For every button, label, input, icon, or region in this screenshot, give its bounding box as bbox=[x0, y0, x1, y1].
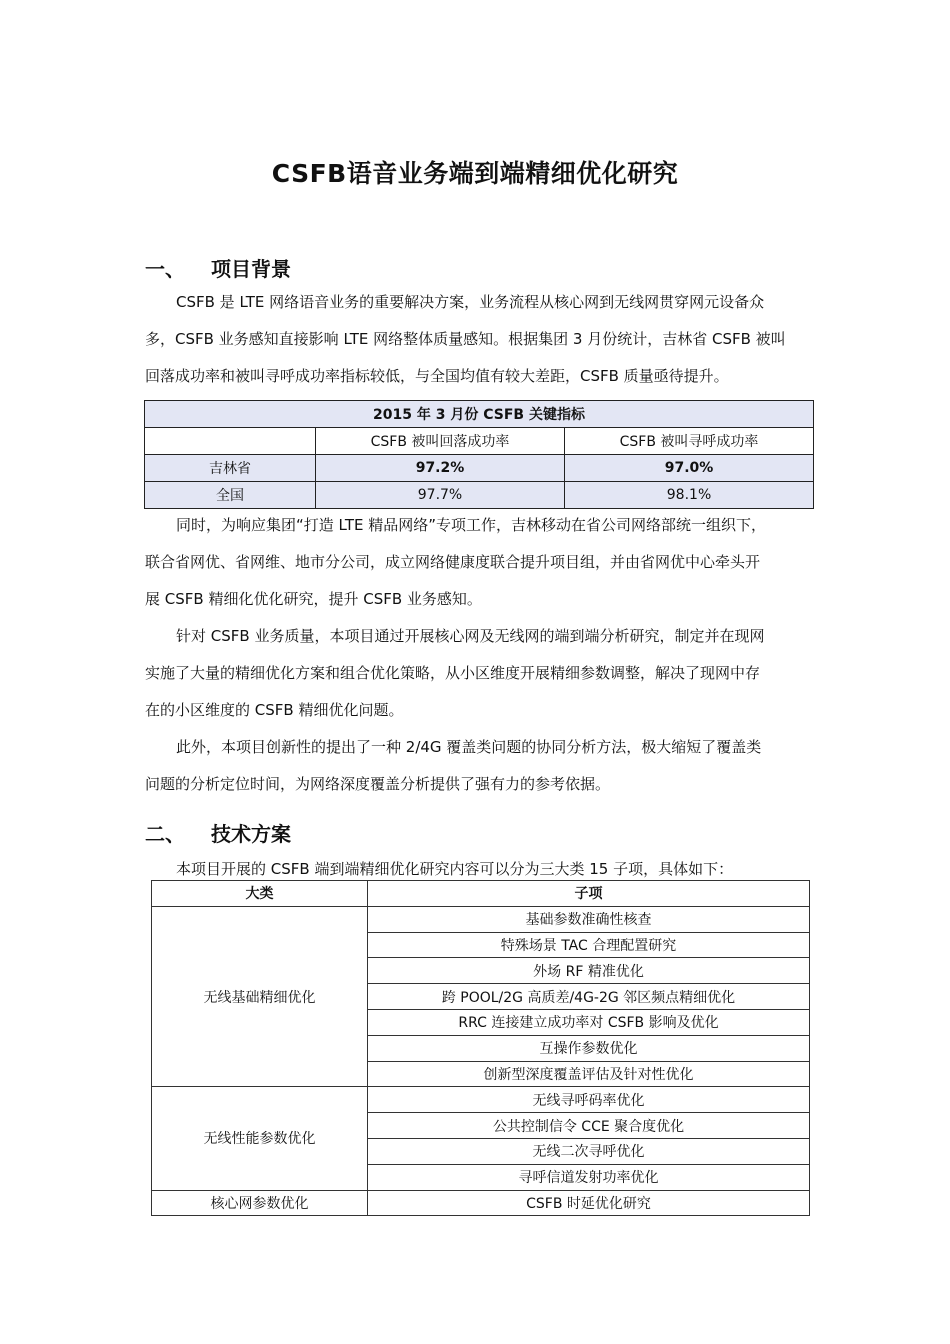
section-title: 项目背景 bbox=[211, 257, 291, 281]
section-number: 二、 bbox=[145, 822, 185, 846]
section-number: 一、 bbox=[145, 257, 185, 281]
kpi-header-cell bbox=[145, 428, 316, 455]
scheme-item-cell: 公共控制信令 CCE 聚合度优化 bbox=[368, 1113, 810, 1139]
paragraph-background bbox=[145, 284, 813, 395]
scheme-item-cell: 跨 POOL/2G 高质差/4G-2G 邻区频点精细优化 bbox=[368, 984, 810, 1010]
paragraph-line: 此外，本项目创新性的提出了一种 2/4G 覆盖类问题的协同分析方法，极大缩短了覆盖类 bbox=[176, 738, 762, 756]
scheme-item-cell: 创新型深度覆盖评估及针对性优化 bbox=[368, 1061, 810, 1087]
paragraph-line: 问题的分析定位时间，为网络深度覆盖分析提供了强有力的参考依据。 bbox=[145, 775, 611, 793]
scheme-category-cell: 无线性能参数优化 bbox=[152, 1087, 368, 1190]
scheme-item-cell: 基础参数准确性核查 bbox=[368, 906, 810, 932]
kpi-region-cell: 全国 bbox=[145, 482, 316, 509]
scheme-item-cell: 特殊场景 TAC 合理配置研究 bbox=[368, 932, 810, 958]
scheme-item-cell: 外场 RF 精准优化 bbox=[368, 958, 810, 984]
kpi-value-cell: 97.2% bbox=[316, 455, 565, 482]
scheme-header-item: 子项 bbox=[368, 881, 810, 907]
kpi-table-row bbox=[145, 482, 814, 509]
scheme-intro: 本项目开展的 CSFB 端到端精细优化研究内容可以分为三大类 15 子项，具体如下： bbox=[176, 860, 734, 878]
paragraph-line: 同时，为响应集团“打造 LTE 精品网络”专项工作，吉林移动在省公司网络部统一组织下， bbox=[176, 516, 767, 534]
paragraph-line: 实施了大量的精细优化方案和组合优化策略，从小区维度开展精细参数调整，解决了现网中存 bbox=[145, 664, 761, 682]
paragraph-line: 针对 CSFB 业务质量，本项目通过开展核心网及无线网的端到端分析研究，制定并在现网 bbox=[176, 627, 765, 645]
scheme-row bbox=[152, 1190, 810, 1216]
scheme-item-cell: 寻呼信道发射功率优化 bbox=[368, 1164, 810, 1190]
section-title: 技术方案 bbox=[211, 822, 291, 846]
scheme-item-cell: 互操作参数优化 bbox=[368, 1035, 810, 1061]
paragraph-line: 联合省网优、省网维、地市分公司，成立网络健康度联合提升项目组，并由省网优中心牵头开 bbox=[145, 553, 761, 571]
paragraph-line: 回落成功率和被叫寻呼成功率指标较低，与全国均值有较大差距，CSFB 质量亟待提升。 bbox=[145, 367, 729, 385]
section-heading-2 bbox=[145, 818, 291, 847]
paragraph-quality bbox=[145, 618, 813, 729]
scheme-row bbox=[152, 906, 810, 932]
paragraph-innovation bbox=[145, 729, 813, 803]
kpi-table-caption: 2015 年 3 月份 CSFB 关键指标 bbox=[145, 401, 814, 428]
scheme-category-cell: 无线基础精细优化 bbox=[152, 906, 368, 1087]
kpi-value-cell: 98.1% bbox=[565, 482, 814, 509]
kpi-region-cell: 吉林省 bbox=[145, 455, 316, 482]
document-title: CSFB语音业务端到端精细优化研究 bbox=[271, 159, 679, 188]
paragraph-project-team bbox=[145, 507, 813, 618]
kpi-value-cell: 97.7% bbox=[316, 482, 565, 509]
scheme-item-cell: 无线二次寻呼优化 bbox=[368, 1138, 810, 1164]
kpi-table-row bbox=[145, 455, 814, 482]
scheme-header-row bbox=[152, 881, 810, 907]
kpi-table-caption-row bbox=[145, 401, 814, 428]
paragraph-line: 展 CSFB 精细化优化研究，提升 CSFB 业务感知。 bbox=[145, 590, 482, 608]
kpi-table-header-row bbox=[145, 428, 814, 455]
kpi-table bbox=[144, 400, 814, 509]
paragraph-line: 多，CSFB 业务感知直接影响 LTE 网络整体质量感知。根据集团 3 月份统计，吉林省 CSFB 被叫 bbox=[145, 330, 786, 348]
scheme-category-cell: 核心网参数优化 bbox=[152, 1190, 368, 1216]
kpi-value-cell: 97.0% bbox=[565, 455, 814, 482]
scheme-item-cell: CSFB 时延优化研究 bbox=[368, 1190, 810, 1216]
scheme-row bbox=[152, 1087, 810, 1113]
section-heading-1 bbox=[145, 253, 291, 282]
scheme-header-category: 大类 bbox=[152, 881, 368, 907]
kpi-header-cell: CSFB 被叫回落成功率 bbox=[316, 428, 565, 455]
kpi-header-cell: CSFB 被叫寻呼成功率 bbox=[565, 428, 814, 455]
scheme-item-cell: RRC 连接建立成功率对 CSFB 影响及优化 bbox=[368, 1009, 810, 1035]
scheme-table bbox=[151, 880, 810, 1216]
paragraph-line: 在的小区维度的 CSFB 精细优化问题。 bbox=[145, 701, 404, 719]
paragraph-line: CSFB 是 LTE 网络语音业务的重要解决方案，业务流程从核心网到无线网贯穿网元设备众 bbox=[176, 293, 765, 311]
scheme-item-cell: 无线寻呼码率优化 bbox=[368, 1087, 810, 1113]
